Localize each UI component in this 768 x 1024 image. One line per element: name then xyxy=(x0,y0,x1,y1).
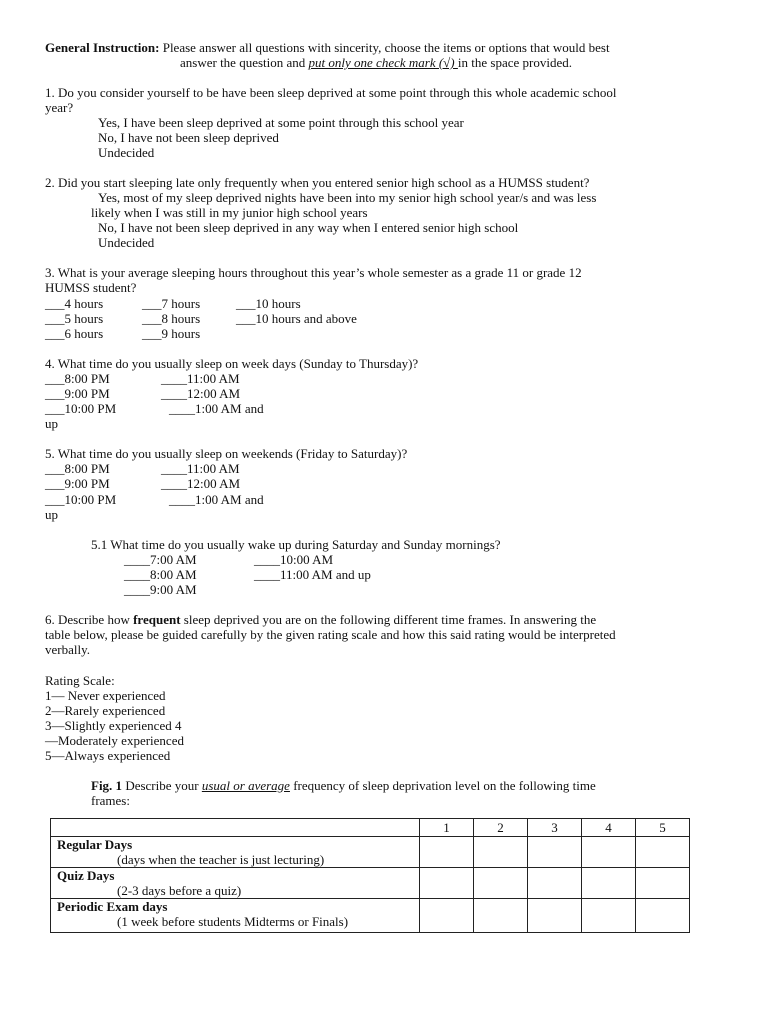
q2-option[interactable]: Undecided xyxy=(98,235,155,250)
q3-option[interactable]: ___7 hours xyxy=(142,296,201,311)
rating-cell[interactable] xyxy=(420,837,474,868)
instruction-text-3: in the space provided. xyxy=(457,55,572,70)
rating-scale-item: 5—Always experienced xyxy=(45,748,171,763)
rating-cell[interactable] xyxy=(474,899,528,933)
fig-label: Fig. 1 xyxy=(91,778,123,793)
q4-option[interactable]: ___8:00 PM xyxy=(45,371,110,386)
q51-question: 5.1 What time do you usually wake up during Saturday and Sunday mornings? xyxy=(91,537,501,552)
row-title: Regular Days xyxy=(57,837,133,852)
q5-option[interactable]: ____1:00 AM and xyxy=(169,492,264,507)
q1-question: 1. Do you consider yourself to be have been sleep deprived at some point through this whole academic school xyxy=(45,85,617,100)
q5-option[interactable]: ___8:00 PM xyxy=(45,461,110,476)
q4-option[interactable]: ___9:00 PM xyxy=(45,386,110,401)
q5-option-wrap: up xyxy=(45,507,58,522)
rating-table xyxy=(50,818,690,933)
instruction-line-1 xyxy=(45,40,610,55)
rating-scale-item: —Moderately experienced xyxy=(45,733,184,748)
rating-cell[interactable] xyxy=(528,899,582,933)
q3-option[interactable]: ___8 hours xyxy=(142,311,201,326)
q5-question: 5. What time do you usually sleep on weekends (Friday to Saturday)? xyxy=(45,446,408,461)
q4-option[interactable]: ___10:00 PM xyxy=(45,401,117,416)
column-header: 2 xyxy=(474,819,528,837)
q3-question-cont: HUMSS student? xyxy=(45,280,137,295)
q1-option[interactable]: Undecided xyxy=(98,145,155,160)
q1-option[interactable]: Yes, I have been sleep deprived at some point through this school year xyxy=(98,115,464,130)
rating-cell[interactable] xyxy=(420,899,474,933)
rating-cell[interactable] xyxy=(582,868,636,899)
column-header: 5 xyxy=(636,819,690,837)
fig-caption xyxy=(91,778,596,793)
q2-question: 2. Did you start sleeping late only frequently when you entered senior high school as a HUMSS student? xyxy=(45,175,590,190)
row-label xyxy=(51,837,420,868)
q3-option[interactable]: ___5 hours xyxy=(45,311,104,326)
q4-question: 4. What time do you usually sleep on week days (Sunday to Thursday)? xyxy=(45,356,419,371)
q4-option-wrap: up xyxy=(45,416,58,431)
rating-cell[interactable] xyxy=(528,837,582,868)
column-header: 1 xyxy=(420,819,474,837)
row-label xyxy=(51,868,420,899)
fig-emphasis: usual or average xyxy=(201,778,290,793)
q6-question xyxy=(45,612,596,627)
q6-text-2: sleep deprived you are on the following different time frames. In answering the xyxy=(180,612,597,627)
rating-cell[interactable] xyxy=(582,837,636,868)
row-subtitle: (days when the teacher is just lecturing) xyxy=(117,852,325,867)
rating-scale-item: 1— Never experienced xyxy=(45,688,166,703)
row-title: Periodic Exam days xyxy=(57,899,168,914)
q3-option[interactable]: ___10 hours xyxy=(236,296,301,311)
q6-question-cont-2: verbally. xyxy=(45,642,90,657)
instruction-text-2: answer the question and xyxy=(180,55,309,70)
fig-text: Describe your xyxy=(122,778,202,793)
rating-cell[interactable] xyxy=(636,899,690,933)
q6-question-cont: table below, please be guided carefully by the given rating scale and how this said rating would be interpreted xyxy=(45,627,616,642)
rating-cell[interactable] xyxy=(420,868,474,899)
check-mark-emphasis: put only one check mark (√) xyxy=(308,55,458,70)
q2-option[interactable]: Yes, most of my sleep deprived nights have been into my senior high school year/s and was less xyxy=(98,190,597,205)
q51-option[interactable]: ____10:00 AM xyxy=(254,552,334,567)
row-label xyxy=(51,899,420,933)
q4-option[interactable]: ____12:00 AM xyxy=(161,386,241,401)
q1-option[interactable]: No, I have not been sleep deprived xyxy=(98,130,279,145)
q5-option[interactable]: ___10:00 PM xyxy=(45,492,117,507)
rating-cell[interactable] xyxy=(528,868,582,899)
fig-caption-cont: frames: xyxy=(91,793,130,808)
column-header: 4 xyxy=(582,819,636,837)
q5-option[interactable]: ___9:00 PM xyxy=(45,476,110,491)
q51-option[interactable]: ____8:00 AM xyxy=(124,567,197,582)
q51-option[interactable]: ____9:00 AM xyxy=(124,582,197,597)
rating-scale-item: 2—Rarely experienced xyxy=(45,703,166,718)
q3-question: 3. What is your average sleeping hours throughout this year’s whole semester as a grade 11 or grade 12 xyxy=(45,265,582,280)
row-subtitle: (2-3 days before a quiz) xyxy=(117,883,242,898)
rating-scale-title: Rating Scale: xyxy=(45,673,115,688)
instruction-label: General Instruction: xyxy=(45,40,160,55)
q4-option[interactable]: ____11:00 AM xyxy=(161,371,240,386)
q5-option[interactable]: ____11:00 AM xyxy=(161,461,240,476)
column-header: 3 xyxy=(528,819,582,837)
q6-text: 6. Describe how xyxy=(45,612,134,627)
rating-cell[interactable] xyxy=(636,868,690,899)
rating-scale-item: 3—Slightly experienced 4 xyxy=(45,718,182,733)
q3-option[interactable]: ___9 hours xyxy=(142,326,201,341)
q2-option[interactable]: No, I have not been sleep deprived in any way when I entered senior high school xyxy=(98,220,519,235)
row-subtitle: (1 week before students Midterms or Finals) xyxy=(117,914,349,929)
q5-option[interactable]: ____12:00 AM xyxy=(161,476,241,491)
rating-cell[interactable] xyxy=(474,837,528,868)
table-row xyxy=(51,868,690,899)
table-header-blank xyxy=(51,819,420,837)
table-header-row xyxy=(51,819,690,837)
q3-option[interactable]: ___6 hours xyxy=(45,326,104,341)
q3-option[interactable]: ___10 hours and above xyxy=(236,311,357,326)
table-row xyxy=(51,837,690,868)
q1-question-cont: year? xyxy=(45,100,74,115)
q51-option[interactable]: ____7:00 AM xyxy=(124,552,197,567)
q2-option-cont: likely when I was still in my junior high school years xyxy=(91,205,368,220)
q51-option[interactable]: ____11:00 AM and up xyxy=(254,567,371,582)
instruction-line-2 xyxy=(180,55,572,70)
rating-cell[interactable] xyxy=(582,899,636,933)
row-title: Quiz Days xyxy=(57,868,115,883)
fig-text-2: frequency of sleep deprivation level on the following time xyxy=(289,778,596,793)
q6-frequent: frequent xyxy=(133,612,181,627)
instruction-text: Please answer all questions with sincerity, choose the items or options that would best xyxy=(162,40,610,55)
rating-cell[interactable] xyxy=(636,837,690,868)
q3-option[interactable]: ___4 hours xyxy=(45,296,104,311)
rating-cell[interactable] xyxy=(474,868,528,899)
table-row xyxy=(51,899,690,933)
q4-option[interactable]: ____1:00 AM and xyxy=(169,401,264,416)
